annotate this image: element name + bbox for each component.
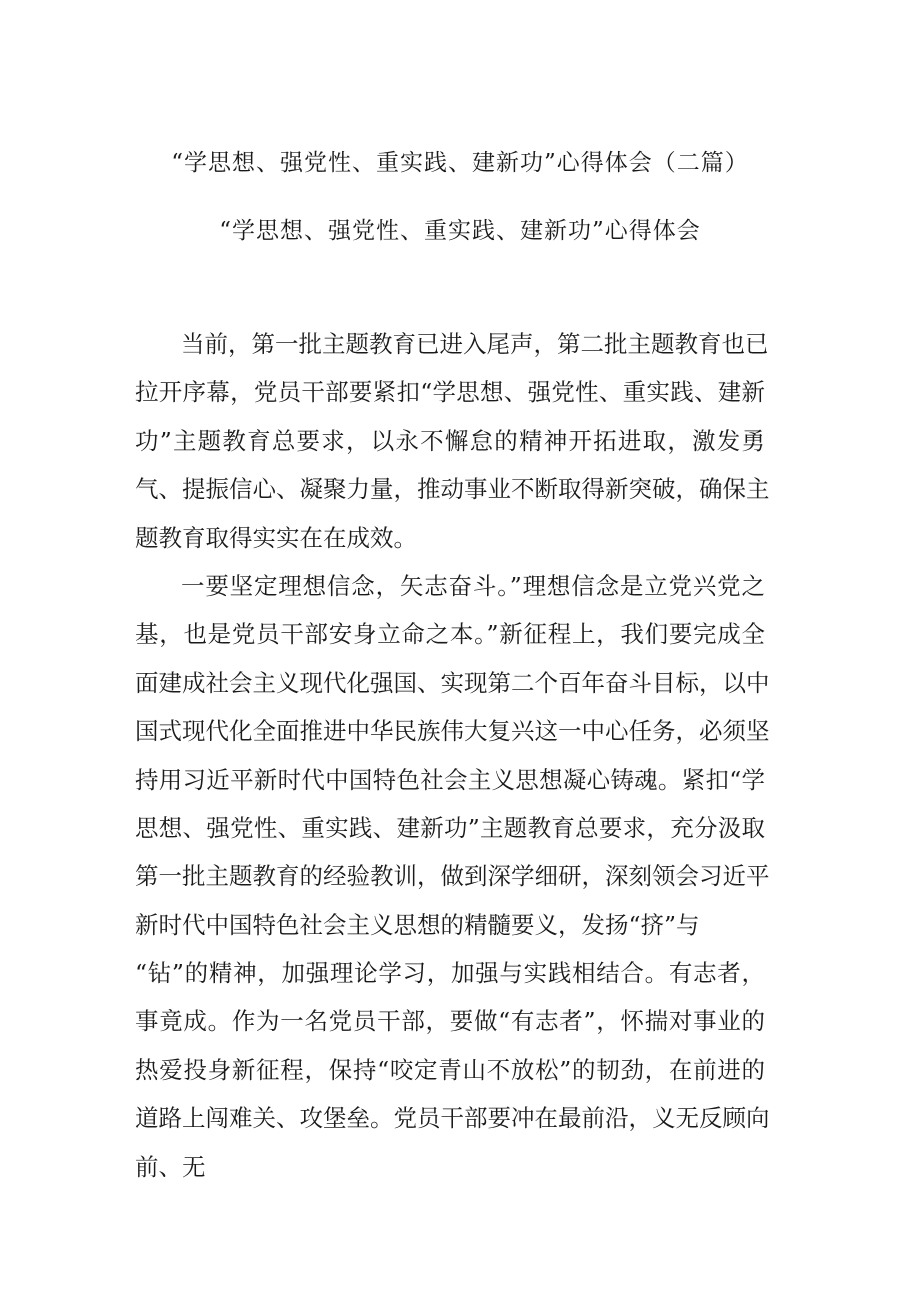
paragraph-2-line-13: 前、无 <box>135 1152 206 1181</box>
document-body <box>135 320 770 1191</box>
paragraph-1-line-3: 功”主题教育总要求，以永不懈怠的精神开拓进取，激发勇 <box>135 426 765 455</box>
paragraph-2-line-10: 事竟成。作为一名党员干部，要做“有志者”，怀揣对事业的 <box>135 1007 765 1036</box>
paragraph-1-line-4: 气、提振信心、凝聚力量，推动事业不断取得新突破，确保主 <box>135 475 770 504</box>
paragraph-1-line-5: 题教育取得实实在在成效。 <box>135 523 417 552</box>
paragraph-2-line-12: 道路上闯难关、攻堡垒。党员干部要冲在最前沿，义无反顾向 <box>135 1104 770 1133</box>
paragraph-2-line-3: 面建成社会主义现代化强国、实现第二个百年奋斗目标，以中 <box>135 668 770 697</box>
paragraph-2-line-8: 新时代中国特色社会主义思想的精髓要义，发扬“挤”与 <box>135 910 700 939</box>
paragraph-2-line-9: “钻”的精神，加强理论学习，加强与实践相结合。有志者， <box>135 959 765 988</box>
paragraph-2-line-1: 一要坚定理想信念，矢志奋斗。”理想信念是立党兴党之 <box>181 571 765 600</box>
paragraph-2-line-5: 持用习近平新时代中国特色社会主义思想凝心铸魂。紧扣“学 <box>135 765 765 794</box>
paragraph-2-line-11: 热爱投身新征程，保持“咬定青山不放松”的韧劲，在前进的 <box>135 1055 765 1084</box>
paragraph-1-line-1: 当前，第一批主题教育已进入尾声，第二批主题教育也已 <box>181 330 769 358</box>
paragraph-2-line-6: 思想、强党性、重实践、建新功”主题教育总要求，充分汲取 <box>135 813 765 842</box>
paragraph-2-line-7: 第一批主题教育的经验教训，做到深学细研，深刻领会习近平 <box>135 862 770 891</box>
paragraph-2-line-2: 基，也是党员干部安身立命之本。”新征程上，我们要完成全 <box>135 620 765 649</box>
document-subtitle: “学思想、强党性、重实践、建新功”心得体会 <box>219 218 701 244</box>
document-title: “学思想、强党性、重实践、建新功”心得体会（二篇） <box>171 150 749 176</box>
paragraph-1-line-2: 拉开序幕，党员干部要紧扣“学思想、强党性、重实践、建新 <box>135 378 765 407</box>
paragraph-2-line-4: 国式现代化全面推进中华民族伟大复兴这一中心任务，必须坚 <box>135 717 770 746</box>
